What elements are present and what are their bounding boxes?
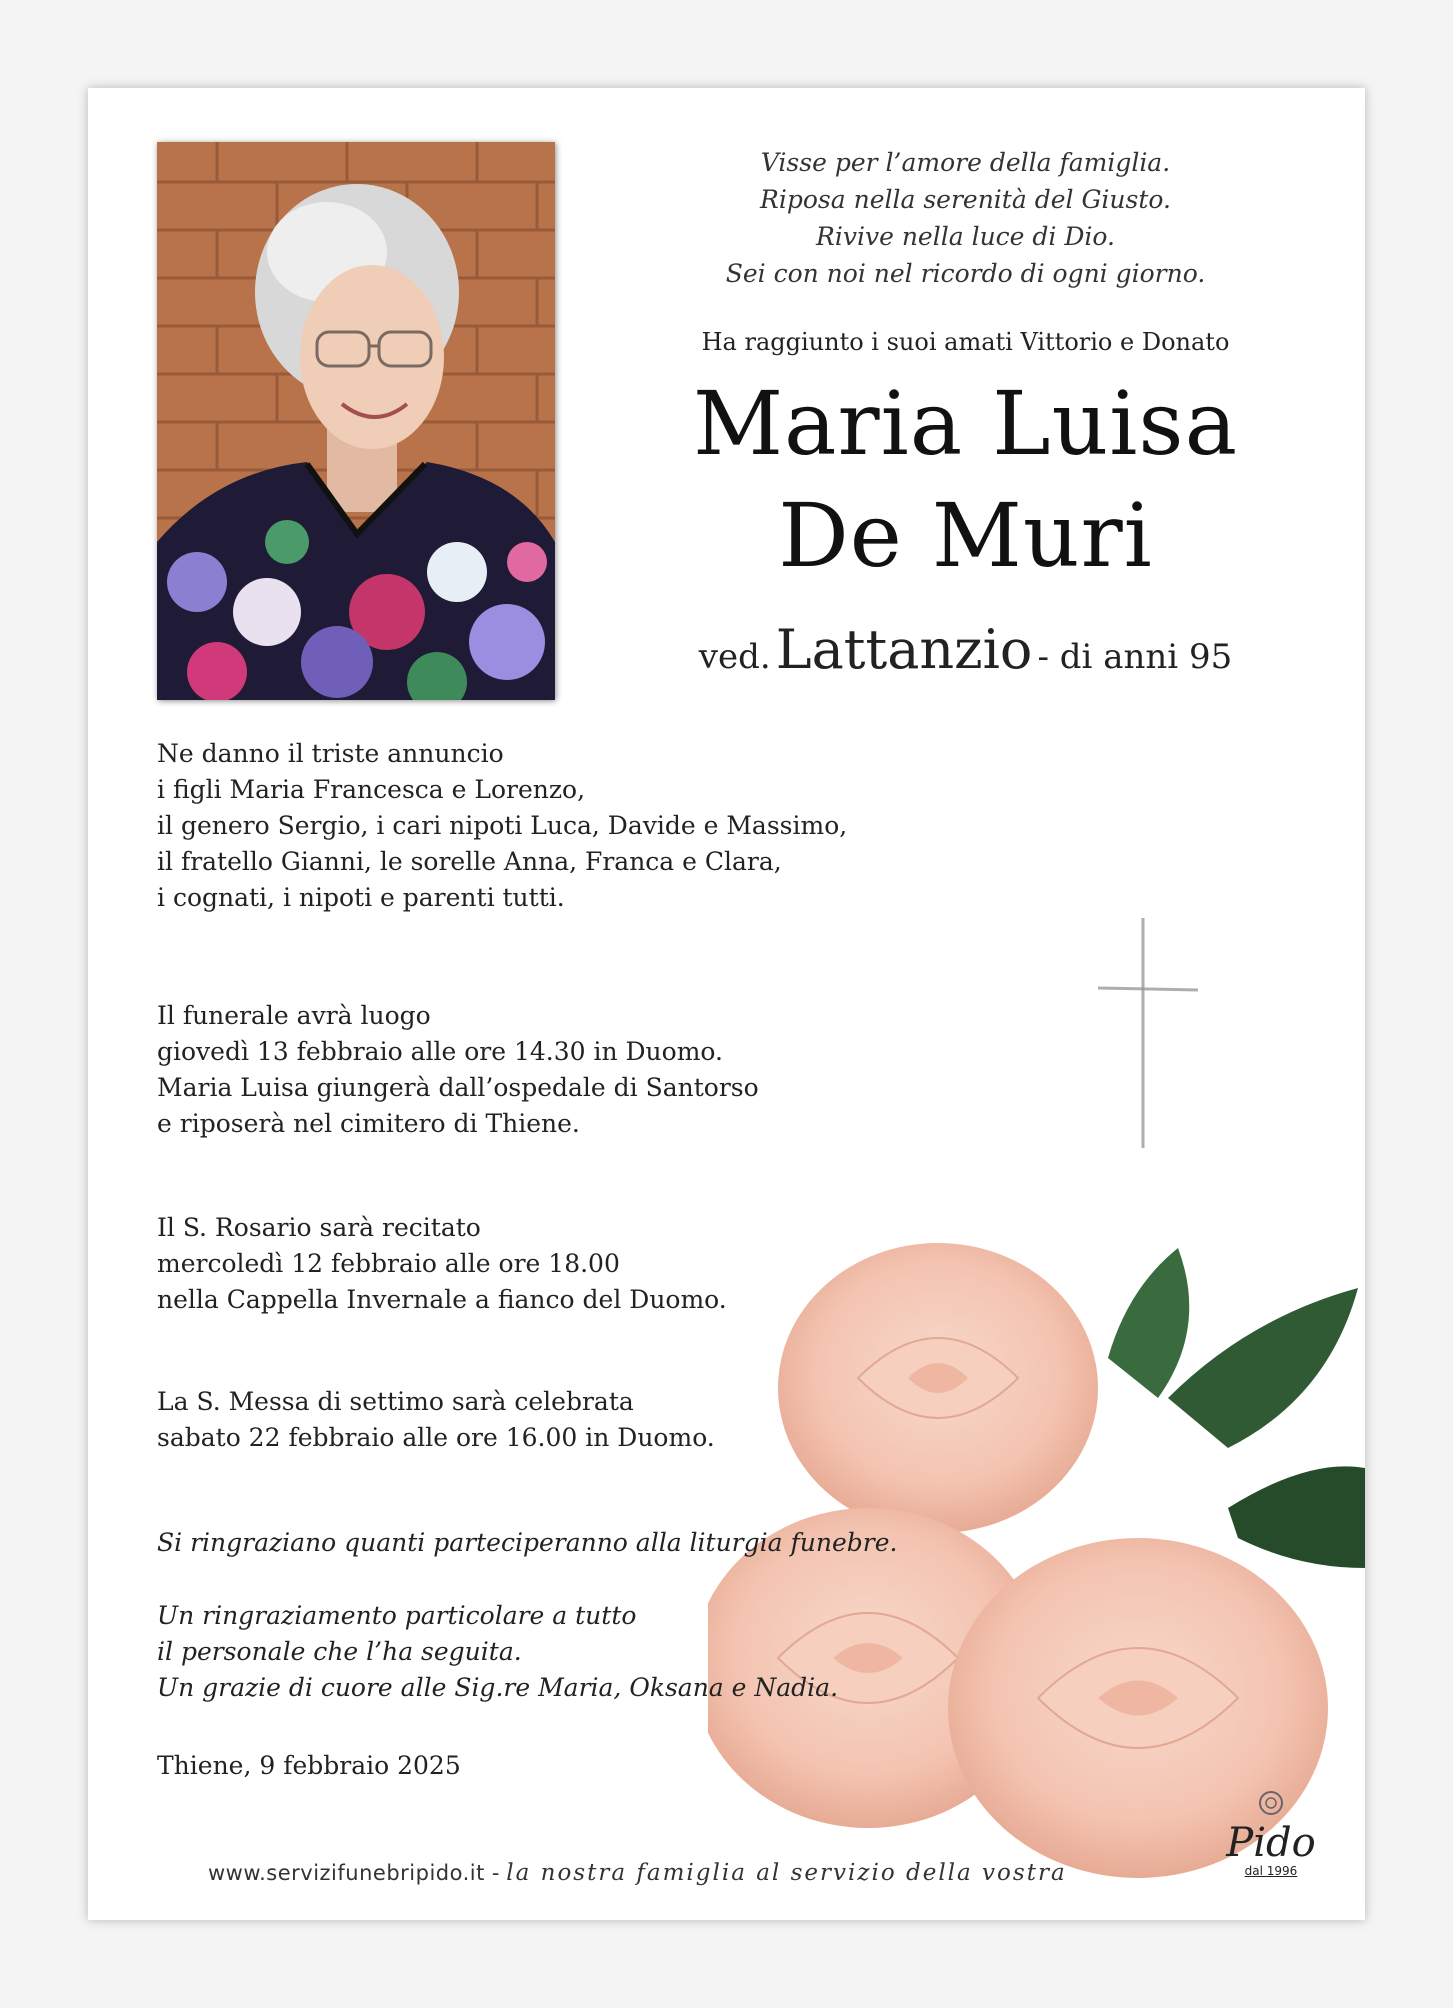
- widow-surname: Lattanzio: [775, 618, 1033, 681]
- funeral-line: giovedì 13 febbraio alle ore 14.30 in Duomo.: [157, 1037, 723, 1066]
- last-name: De Muri: [778, 484, 1153, 587]
- rosary-info: [157, 1210, 727, 1318]
- footer: [208, 1860, 1128, 1886]
- website-link[interactable]: www.servizifunebripido.it: [208, 1861, 485, 1885]
- announcement-line: il genero Sergio, i cari nipoti Luca, Davide e Massimo,: [157, 811, 848, 840]
- rosary-line: nella Cappella Invernale a fianco del Duomo.: [157, 1285, 727, 1314]
- announcement-line: Ne danno il triste annuncio: [157, 739, 504, 768]
- mass-line: sabato 22 febbraio alle ore 16.00 in Duomo.: [157, 1423, 715, 1452]
- verse-line: Riposa nella serenità del Giusto.: [760, 185, 1171, 214]
- rosary-line: Il S. Rosario sarà recitato: [157, 1213, 481, 1242]
- verse-line: Rivive nella luce di Dio.: [816, 222, 1115, 251]
- announcement-line: i cognati, i nipoti e parenti tutti.: [157, 883, 565, 912]
- cross-icon: [1098, 918, 1208, 1158]
- footer-separator: -: [484, 1861, 507, 1886]
- announcement-line: il fratello Gianni, le sorelle Anna, Franca e Clara,: [157, 847, 782, 876]
- age: - di anni 95: [1037, 637, 1233, 677]
- deceased-name: [608, 368, 1323, 592]
- mass-line: La S. Messa di settimo sarà celebrata: [157, 1387, 634, 1416]
- thanks-general-line: Si ringraziano quanti parteciperanno alla liturgia funebre.: [157, 1528, 898, 1557]
- brand-logo: [1216, 1788, 1326, 1878]
- place-date: [157, 1748, 461, 1784]
- thanks-general: [157, 1525, 897, 1561]
- widow-line: [608, 618, 1323, 681]
- wreath-icon: [1256, 1788, 1286, 1818]
- funeral-line: Maria Luisa giungerà dall’ospedale di Santorso: [157, 1073, 759, 1102]
- rosary-line: mercoledì 12 febbraio alle ore 18.00: [157, 1249, 620, 1278]
- funeral-info: [157, 998, 759, 1142]
- thanks-special-line: Un ringraziamento particolare a tutto: [157, 1601, 637, 1630]
- announcement-line: i figli Maria Francesca e Lorenzo,: [157, 775, 586, 804]
- footer-motto: la nostra famiglia al servizio della vostra: [506, 1860, 1067, 1886]
- place-date-line: Thiene, 9 febbraio 2025: [157, 1751, 461, 1780]
- verse-line: Visse per l’amore della famiglia.: [760, 148, 1171, 177]
- thanks-special-line: Un grazie di cuore alle Sig.re Maria, Oksana e Nadia.: [157, 1673, 839, 1702]
- funeral-line: Il funerale avrà luogo: [157, 1001, 431, 1030]
- widow-prefix: ved.: [698, 637, 771, 677]
- verse-line: Sei con noi nel ricordo di ogni giorno.: [725, 259, 1206, 288]
- mass-info: [157, 1384, 715, 1456]
- thanks-special-line: il personale che l’ha seguita.: [157, 1637, 522, 1666]
- brand-since: dal 1996: [1244, 1864, 1298, 1878]
- obituary-sheet: [88, 88, 1365, 1920]
- announcement: [157, 736, 847, 916]
- thanks-special: [157, 1598, 838, 1706]
- first-name: Maria Luisa: [692, 372, 1239, 475]
- verse: [608, 144, 1323, 292]
- reached-line: Ha raggiunto i suoi amati Vittorio e Donato: [701, 328, 1230, 356]
- portrait-photo: [157, 142, 555, 700]
- funeral-line: e riposerà nel cimitero di Thiene.: [157, 1109, 580, 1138]
- brand-name: Pido: [1226, 1820, 1316, 1866]
